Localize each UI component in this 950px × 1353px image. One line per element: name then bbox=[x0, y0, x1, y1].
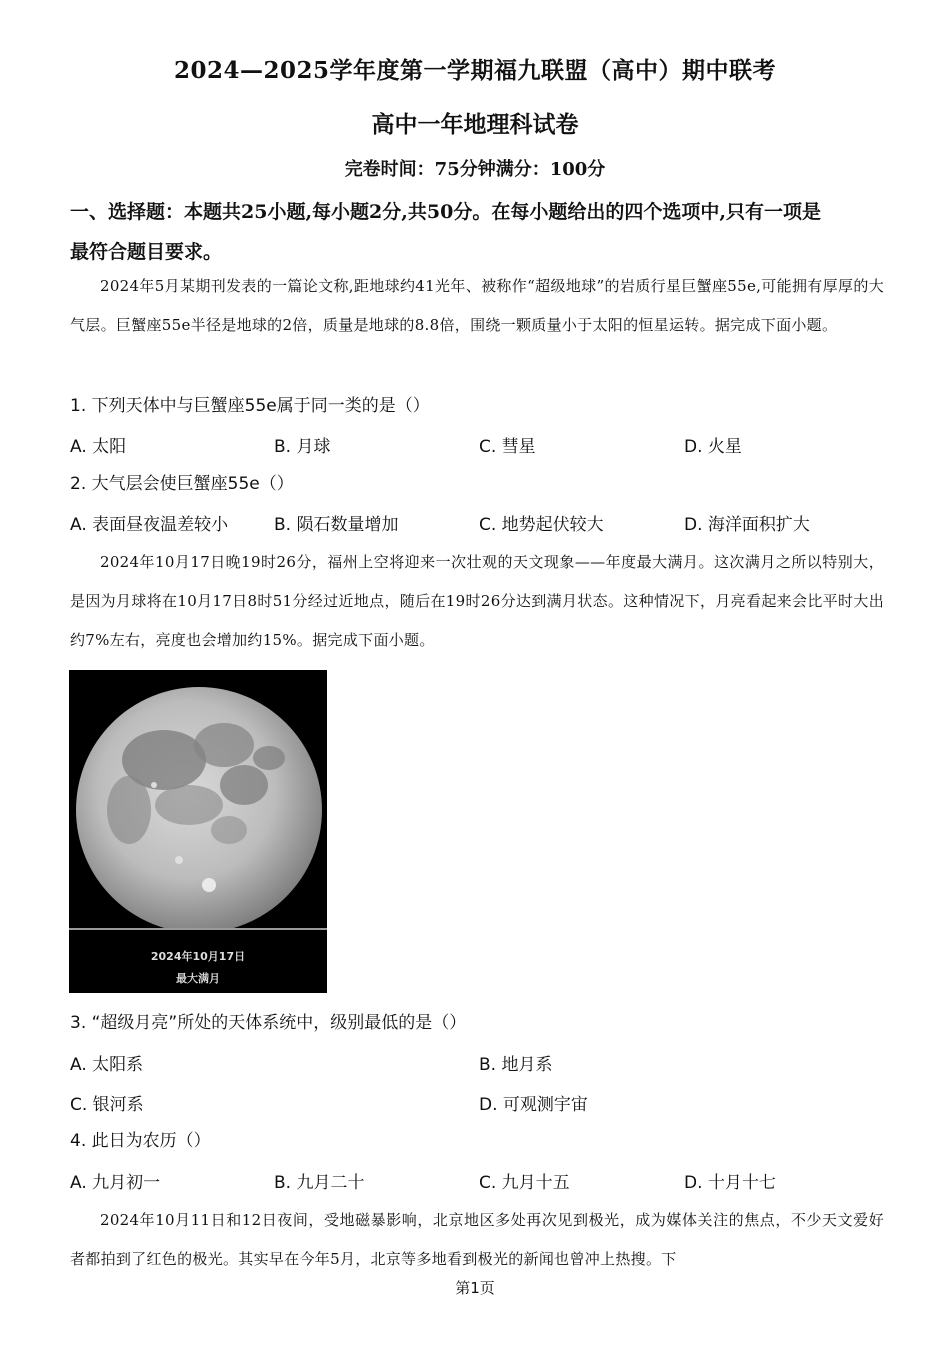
question-4-stem: 4. 此日为农历（） bbox=[70, 1131, 211, 1151]
q2-option-a[interactable]: A. 表面昼夜温差较小 bbox=[70, 515, 229, 535]
moon-photo bbox=[69, 670, 327, 993]
q3-option-d[interactable]: D. 可观测宇宙 bbox=[479, 1095, 588, 1115]
q3-option-c[interactable]: C. 银河系 bbox=[70, 1095, 144, 1115]
q1-option-c[interactable]: C. 彗星 bbox=[479, 437, 536, 457]
exam-time-score: 完卷时间：75分钟满分：100分 bbox=[344, 159, 606, 180]
photo-divider bbox=[69, 928, 327, 930]
exam-subtitle: 高中一年地理科试卷 bbox=[371, 111, 579, 138]
q2-option-c[interactable]: C. 地势起伏较大 bbox=[479, 515, 604, 535]
q1-option-a[interactable]: A. 太阳 bbox=[70, 437, 127, 457]
exam-title: 2024—2025学年度第一学期福九联盟（高中）期中联考 bbox=[173, 57, 777, 84]
q4-option-c[interactable]: C. 九月十五 bbox=[479, 1173, 570, 1193]
passage-supermoon: 2024年10月17日晚19时26分，福州上空将迎来一次壮观的天文现象——年度最大满月。这次满月之所以特别大，是因为月球将在10月17日8时51分经过近地点，随后在19时26分达到满月状态。这种情况下，月亮看起来会比平时大出约7%左右，亮度也会增加约15%。据完成下面小题。 bbox=[70, 553, 884, 649]
moon-caption-date: 2024年10月17日 bbox=[150, 950, 246, 963]
question-3-options-row1 bbox=[70, 1050, 890, 1076]
q3-option-b[interactable]: B. 地月系 bbox=[479, 1055, 553, 1075]
question-3-stem: 3. “超级月亮”所处的天体系统中，级别最低的是（） bbox=[70, 1013, 467, 1033]
question-2-options bbox=[70, 510, 890, 536]
q1-option-d[interactable]: D. 火星 bbox=[684, 437, 742, 457]
q4-option-b[interactable]: B. 九月二十 bbox=[274, 1173, 365, 1193]
section-heading-line1: 一、选择题：本题共25小题,每小题2分,共50分。在每小题给出的四个选项中,只有一项是 bbox=[70, 201, 821, 223]
section-heading bbox=[70, 192, 890, 272]
question-2-stem: 2. 大气层会使巨蟹座55e（） bbox=[70, 474, 294, 494]
passage-aurora: 2024年10月11日和12日夜间，受地磁暴影响，北京地区多处再次见到极光，成为媒体关注的焦点，不少天文爱好者都拍到了红色的极光。其实早在今年5月，北京等多地看到极光的新闻也曾冲上热搜。下 bbox=[70, 1211, 884, 1268]
passage-cancri: 2024年5月某期刊发表的一篇论文称,距地球约41光年、被称作“超级地球”的岩质行星巨蟹座55e,可能拥有厚厚的大气层。巨蟹座55e半径是地球的2倍，质量是地球的8.8倍，围绕一颗质量小于太阳的恒星运转。据完成下面小题。 bbox=[70, 277, 884, 334]
moon-caption-title: 最大满月 bbox=[176, 972, 220, 985]
question-4-options bbox=[70, 1168, 890, 1194]
question-3-options-row2 bbox=[70, 1090, 890, 1116]
full-moon-image bbox=[69, 670, 327, 928]
question-1-stem: 1. 下列天体中与巨蟹座55e属于同一类的是（） bbox=[70, 396, 430, 416]
q1-option-b[interactable]: B. 月球 bbox=[274, 437, 331, 457]
section-heading-line2: 最符合题目要求。 bbox=[70, 241, 223, 263]
question-1-options bbox=[70, 432, 890, 458]
q4-option-a[interactable]: A. 九月初一 bbox=[70, 1173, 161, 1193]
q2-option-d[interactable]: D. 海洋面积扩大 bbox=[684, 515, 810, 535]
q4-option-d[interactable]: D. 十月十七 bbox=[684, 1173, 776, 1193]
q3-option-a[interactable]: A. 太阳系 bbox=[70, 1055, 144, 1075]
page-number: 第1页 bbox=[455, 1279, 495, 1297]
q2-option-b[interactable]: B. 陨石数量增加 bbox=[274, 515, 399, 535]
